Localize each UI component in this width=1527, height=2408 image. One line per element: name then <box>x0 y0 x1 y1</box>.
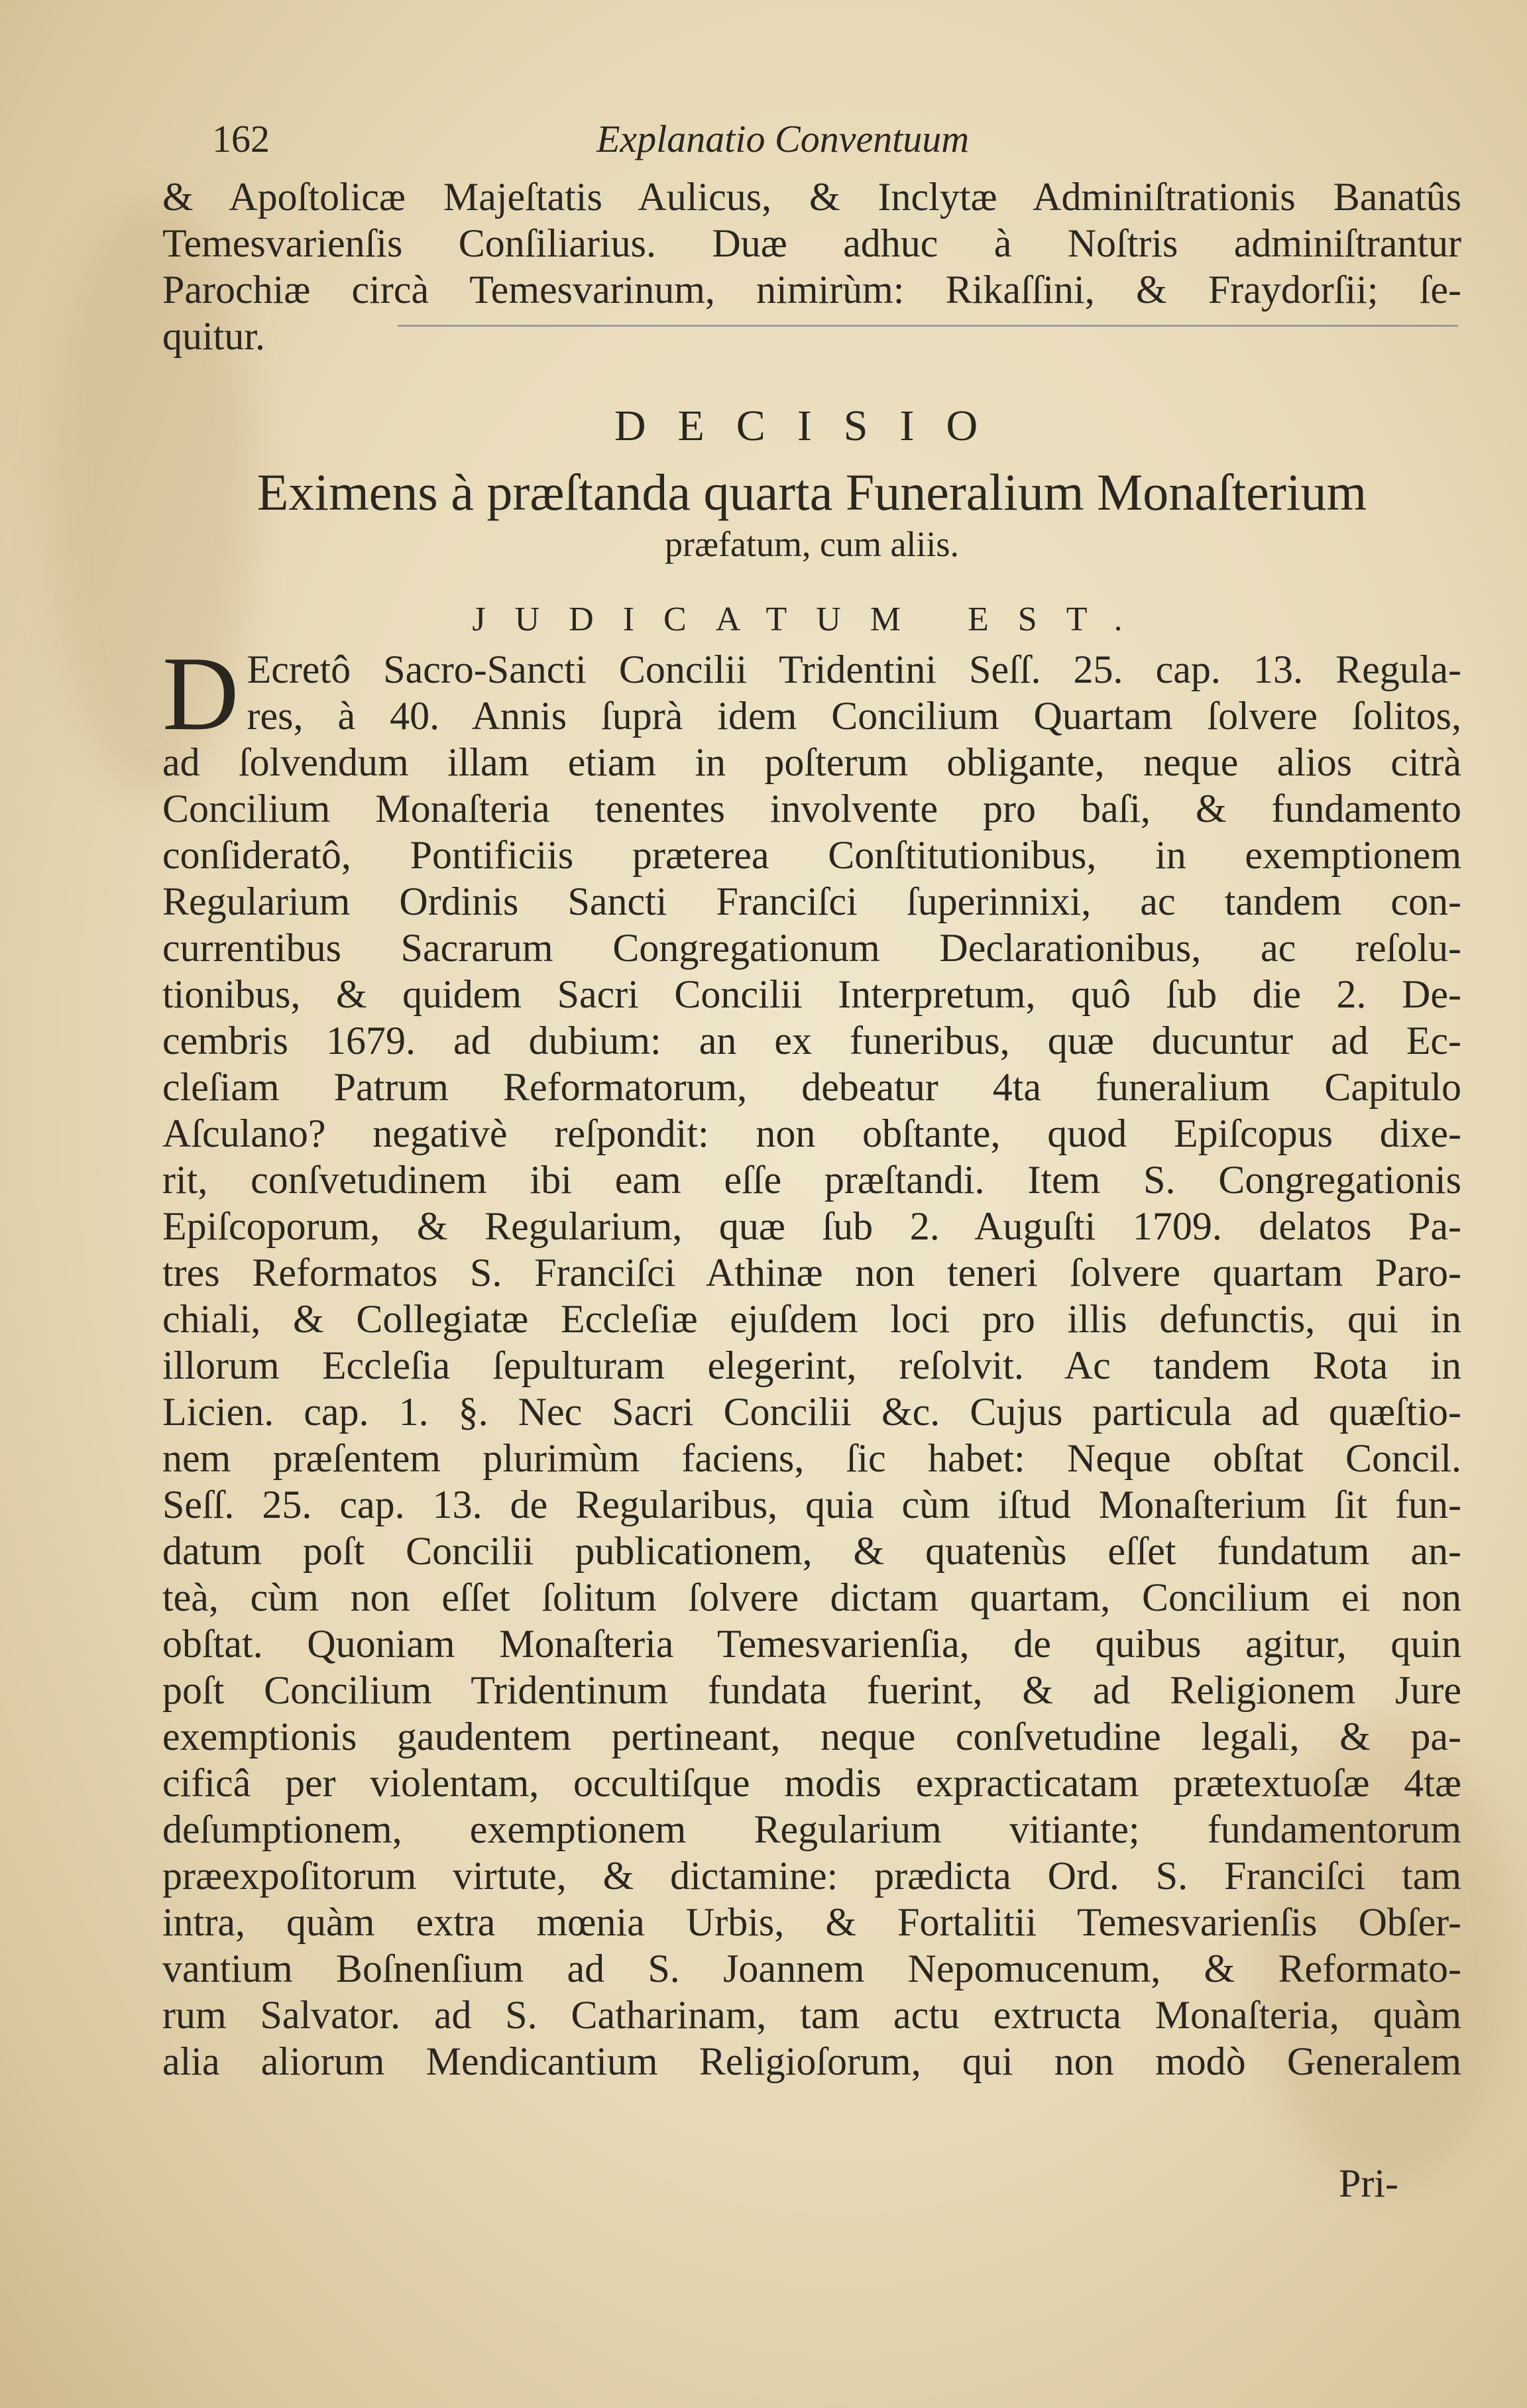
drop-capital: D <box>162 634 239 752</box>
intro-paragraph <box>162 174 1461 359</box>
page-number: 162 <box>212 117 270 160</box>
decisio-subtitle-continued: præfatum, cum aliis. <box>665 524 959 564</box>
text-line: tionibus, & quidem Sacri Concilii Interpretum, quô ſub die 2. De- <box>162 972 1461 1016</box>
text-line: cleſiam Patrum Reformatorum, debeatur 4ta funeralium Capitulo <box>162 1065 1461 1109</box>
text-line: Seſſ. 25. cap. 13. de Regularibus, quia cùm iſtud Monaſterium ſit fun- <box>162 1483 1461 1526</box>
text-line: conſideratô, Pontificiis præterea Conſtitutionibus, in exemptionem <box>162 833 1461 877</box>
text-line: vantium Boſnenſium ad S. Joannem Nepomucenum, & Reformato- <box>162 1947 1461 1990</box>
text-line: Temesvarienſis Conſiliarius. Duæ adhuc à Noſtris adminiſtrantur <box>162 221 1461 265</box>
text-line: Regularium Ordinis Sancti Franciſci ſuperinnixi, ac tandem con- <box>162 880 1461 923</box>
text-line: deſumptionem, exemptionem Regularium vitiante; fundamentorum <box>162 1807 1461 1851</box>
decisio-subtitle: Eximens à præſtanda quarta Funeralium Monaſterium <box>256 463 1367 521</box>
text-line: cificâ per violentam, occultiſque modis expracticatam prætextuoſæ 4tæ <box>162 1761 1461 1805</box>
text-line: intra, quàm extra mœnia Urbis, & Fortalitii Temesvarienſis Obſer- <box>162 1900 1461 1944</box>
running-title: Explanatio Conventuum <box>596 117 970 160</box>
text-line: Ecretô Sacro-Sancti Concilii Tridentini Seſſ. 25. cap. 13. Regula- <box>247 648 1461 691</box>
text-line: & Apoſtolicæ Majeſtatis Aulicus, & Inclytæ Adminiſtrationis Banatûs <box>162 175 1461 219</box>
catchword: Pri- <box>1339 2161 1398 2205</box>
text-line: Aſculano? negativè reſpondit: non obſtante, quod Epiſcopus dixe- <box>162 1112 1461 1155</box>
text-line: chiali, & Collegiatæ Eccleſiæ ejuſdem loci pro illis defunctis, qui in <box>162 1297 1461 1341</box>
text-line: alia aliorum Mendicantium Religioſorum, qui non modò Generalem <box>162 2039 1461 2083</box>
text-line: datum poſt Concilii publicationem, & quatenùs eſſet fundatum an- <box>162 1529 1461 1573</box>
text-line: exemptionis gaudentem pertineant, neque conſvetudine legali, & pa- <box>162 1715 1461 1758</box>
text-line: Licien. cap. 1. §. Nec Sacri Concilii &c. Cujus particula ad quæſtio- <box>162 1390 1461 1434</box>
text-line: teà, cùm non eſſet ſolitum ſolvere dictam quartam, Concilium ei non <box>162 1576 1461 1619</box>
text-line: quitur. <box>162 314 266 358</box>
text-line: ad ſolvendum illam etiam in poſterum obligante, neque alios citrà <box>162 740 1461 784</box>
ink-underline <box>398 325 1458 327</box>
text-line: Parochiæ circà Temesvarinum, nimirùm: Rikaſſini, & Fraydorſii; ſe- <box>162 268 1461 312</box>
text-line: præexpoſitorum virtute, & dictamine: prædicta Ord. S. Franciſci tam <box>162 1854 1461 1898</box>
judicatum-heading: JUDICATUM EST. <box>472 601 1152 638</box>
decisio-title: DECISIO <box>614 402 1010 450</box>
text-line: currentibus Sacrarum Congregationum Declarationibus, ac reſolu- <box>162 926 1461 970</box>
text-line: illorum Eccleſia ſepulturam elegerint, reſolvit. Ac tandem Rota in <box>162 1344 1461 1387</box>
decision-body <box>162 634 1461 2085</box>
text-line: res, à 40. Annis ſuprà idem Concilium Quartam ſolvere ſolitos, <box>247 694 1461 738</box>
text-line: tres Reformatos S. Franciſci Athinæ non teneri ſolvere quartam Paro- <box>162 1251 1461 1294</box>
text-line: poſt Concilium Tridentinum fundata fuerint, & ad Religionem Jure <box>162 1668 1461 1712</box>
text-line: nem præſentem plurimùm faciens, ſic habet: Neque obſtat Concil. <box>162 1436 1461 1480</box>
text-line: Concilium Monaſteria tenentes involvente pro baſi, & fundamento <box>162 787 1461 831</box>
text-line: cembris 1679. ad dubium: an ex funeribus, quæ ducuntur ad Ec- <box>162 1019 1461 1062</box>
text-line: obſtat. Quoniam Monaſteria Temesvarienſia, de quibus agitur, quin <box>162 1622 1461 1666</box>
text-line: rum Salvator. ad S. Catharinam, tam actu extructa Monaſteria, quàm <box>162 1993 1461 2037</box>
text-line: Epiſcoporum, & Regularium, quæ ſub 2. Auguſti 1709. delatos Pa- <box>162 1204 1461 1248</box>
body-lines <box>162 634 1461 2085</box>
text-line: rit, conſvetudinem ibi eam eſſe præſtandi. Item S. Congregationis <box>162 1158 1461 1202</box>
